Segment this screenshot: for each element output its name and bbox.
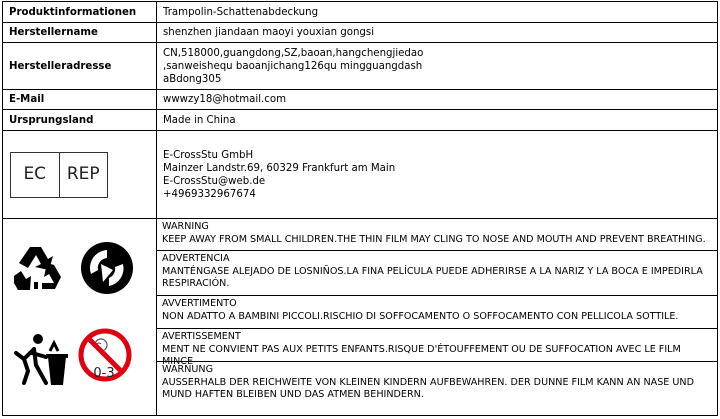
warning-body: MANTÉNGASE ALEJADO DE LOSNIÑOS.LA FINA PELÍCULA PUEDE ADHERIRSE A LA NARIZ Y LA BOCA E IMPEDIRLA RESPIRACIÓN. (162, 265, 703, 290)
warning-title: WARNUNG (162, 364, 213, 375)
ec-rep-symbol-cell (3, 131, 157, 219)
manufacturer-address-label: Herstelleradresse (3, 43, 157, 90)
warning-it (157, 296, 717, 329)
row-product-info (3, 2, 718, 23)
product-info-value: Trampolin-Schattenabdeckung (157, 2, 718, 23)
warning-es (157, 251, 717, 296)
warning-body: AUSSERHALB DER REICHWEITE VON KLEINEN KINDERN AUFBEWAHREN. DER DUNNE FILM KANN AN NASE UND MUND HAFTEN BLEIBEN UND DAS ATMEN BEHINDERN. (162, 376, 694, 401)
ec-rep-details (157, 131, 718, 219)
manufacturer-address-value (157, 43, 718, 90)
origin-label: Ursprungsland (3, 110, 157, 131)
warning-title: ADVERTENCIA (162, 253, 230, 264)
row-manufacturer (3, 23, 718, 43)
symbols-cell (3, 219, 157, 416)
manufacturer-label: Herstellername (3, 23, 157, 43)
row-ec-rep (3, 131, 718, 219)
origin-value: Made in China (157, 110, 718, 131)
ec-rep-line: E-CrossStu@web.de (163, 175, 266, 187)
warnings-cell (157, 219, 718, 416)
warning-title: AVVERTIMENTO (162, 298, 237, 309)
warning-en (157, 219, 717, 251)
green-dot-icon (79, 240, 135, 296)
row-origin (3, 110, 718, 131)
row-email (3, 90, 718, 110)
warning-de (157, 362, 717, 404)
ec-rep-line: E-CrossStu GmbH (163, 149, 254, 161)
row-manufacturer-address (3, 43, 718, 90)
manufacturer-value: shenzhen jiandaan maoyi youxian gongsi (157, 23, 718, 43)
age-range-label: 0-3 (93, 366, 115, 381)
address-line: aBdong305 (163, 73, 222, 85)
warning-body: KEEP AWAY FROM SMALL CHILDREN.THE THIN FILM MAY CLING TO NOSE AND MOUTH AND PREVENT BREATHING. (162, 233, 706, 245)
tidyman-icon (10, 329, 72, 387)
email-value: wwwzy18@hotmail.com (157, 90, 718, 110)
warning-body: NON ADATTO A BAMBINI PICCOLI.RISCHIO DI SOFFOCAMENTO O SOFFOCAMENTO CON PELLICOLA SOTTILE. (162, 310, 679, 322)
ec-rep-symbol-right: REP (59, 153, 108, 197)
warning-fr (157, 329, 717, 368)
row-warnings (3, 219, 718, 416)
ec-rep-symbol-left: EC (23, 164, 47, 184)
warning-title: AVERTISSEMENT (162, 331, 241, 342)
ec-rep-icon (10, 152, 108, 198)
email-label: E-Mail (3, 90, 157, 110)
address-line: ,sanweishequ baoanjichang126qu mingguangdash (163, 60, 423, 72)
ec-rep-line: +4969332967674 (163, 188, 256, 200)
address-line: CN,518000,guangdong,SZ,baoan,hangchengjiedao (163, 47, 424, 59)
recycle-icon (10, 243, 66, 295)
ec-rep-line: Mainzer Landstr.69, 60329 Frankfurt am Main (163, 162, 396, 174)
warning-body: MENT NE CONVIENT PAS AUX PETITS ENFANTS.RISQUE D'ÉTOUFFEMENT OU DE SUFFOCATION AVEC LE FILM MINCE (162, 343, 681, 368)
product-info-table (2, 1, 718, 416)
product-info-label: Produktinformationen (3, 2, 157, 23)
warning-title: WARNING (162, 221, 209, 232)
